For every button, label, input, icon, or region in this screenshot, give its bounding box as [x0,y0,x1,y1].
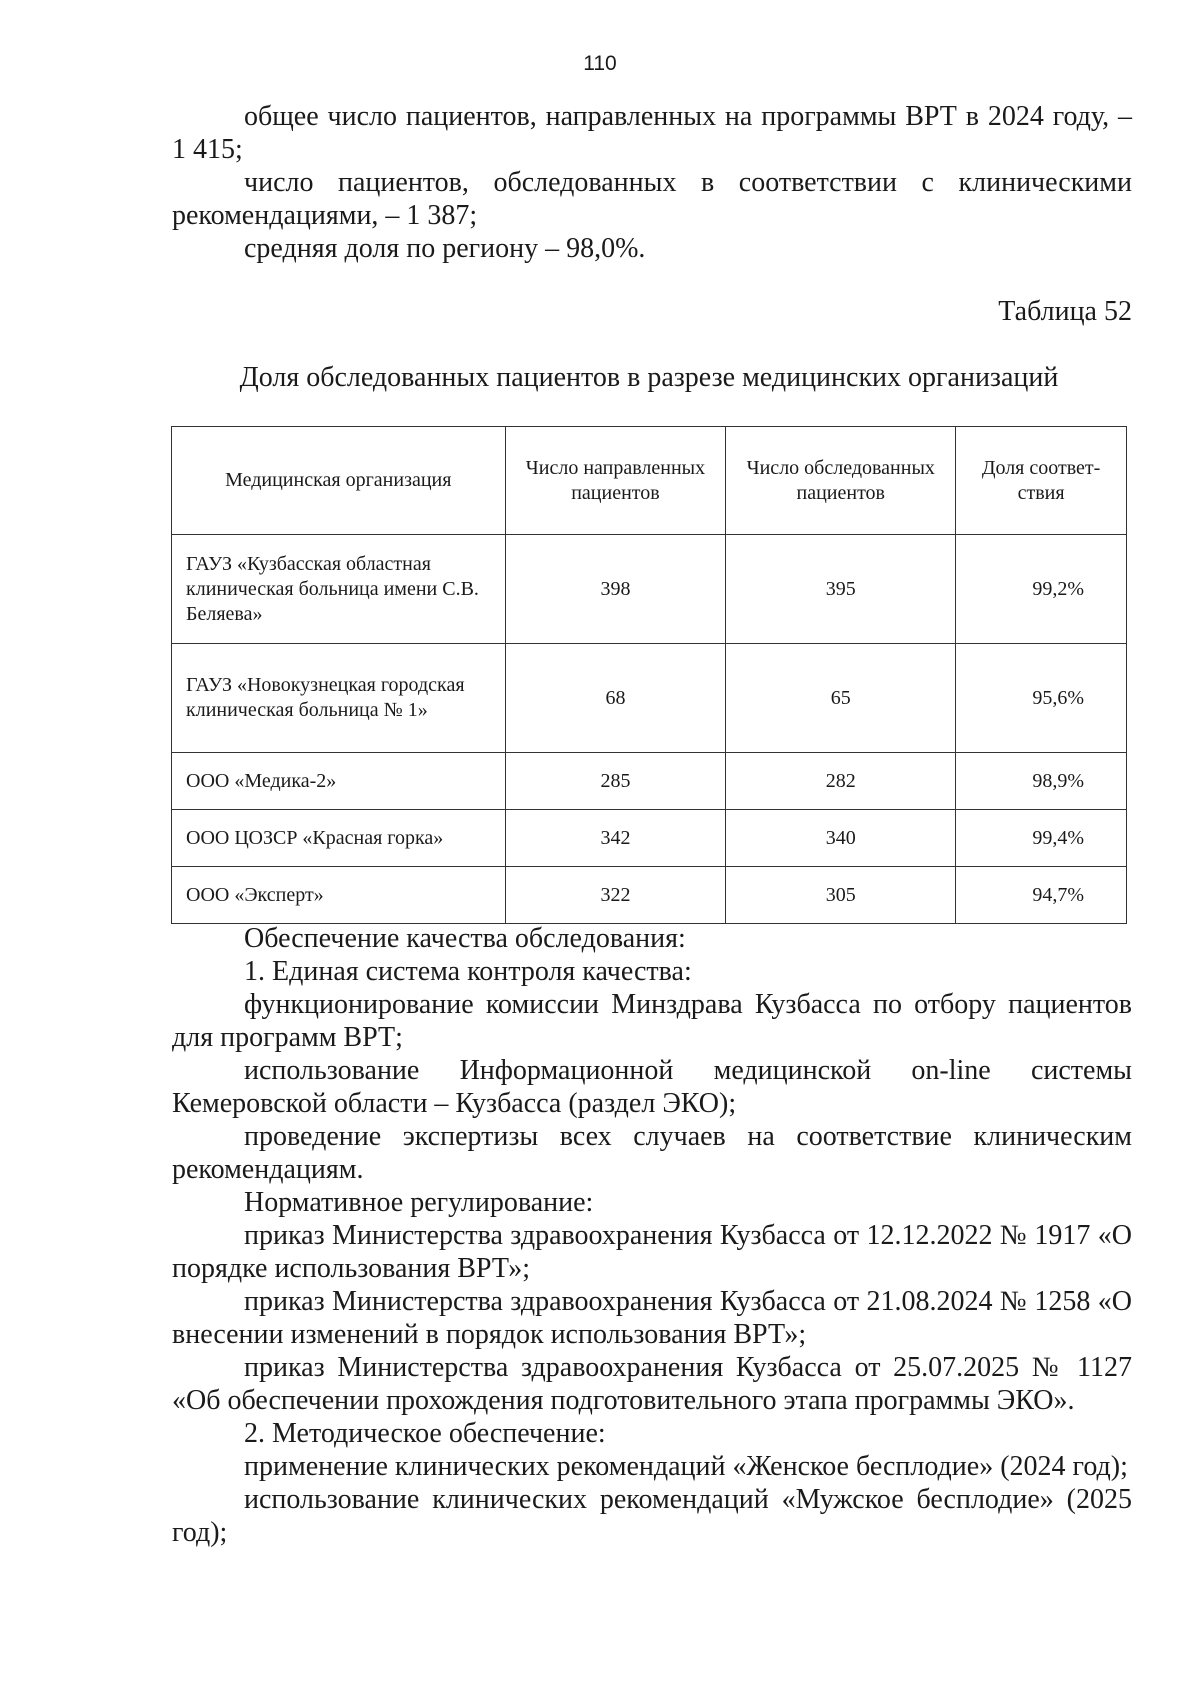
cell-organization: ООО «Медика-2» [172,753,506,810]
cell-organization: ООО ЦОЗСР «Красная горка» [172,810,506,867]
header-organization: Медицинская организация [172,427,506,535]
paragraph: использование клинических рекомендаций «Мужское бесплодие» (2025 год); [172,1484,1132,1548]
cell-referred: 285 [505,753,726,810]
table-row [172,810,1127,867]
paragraph: применение клинических рекомендаций «Женское бесплодие» (2024 год); [244,1451,1128,1482]
paragraph: 2. Методическое обеспечение: [244,1418,606,1449]
paragraph: Обеспечение качества обследования: [244,923,686,954]
intro-text [172,100,1132,265]
cell-referred: 342 [505,810,726,867]
cell-referred: 68 [505,644,726,753]
table-row [172,644,1127,753]
cell-organization: ГАУЗ «Новокузнецкая городская клиническая больница № 1» [172,644,506,753]
paragraph: приказ Министерства здравоохранения Кузбасса от 21.08.2024 № 1258 «О внесении изменений в порядок использования ВРТ»; [172,1286,1132,1350]
header-examined: Число обследованных пациентов [726,427,956,535]
header-share: Доля соответ-ствия [956,427,1127,535]
cell-share: 95,6% [956,644,1127,753]
table-row [172,535,1127,644]
cell-referred: 322 [505,867,726,924]
cell-organization: ООО «Эксперт» [172,867,506,924]
cell-examined: 65 [726,644,956,753]
cell-examined: 282 [726,753,956,810]
paragraph: проведение экспертизы всех случаев на соответствие клиническим рекомендациям. [172,1121,1132,1185]
paragraph: Нормативное регулирование: [244,1187,594,1218]
cell-share: 99,4% [956,810,1127,867]
cell-share: 98,9% [956,753,1127,810]
paragraph: 1. Единая система контроля качества: [244,956,692,987]
header-referred: Число направленных пациентов [505,427,726,535]
paragraph: средняя доля по региону – 98,0%. [244,233,646,264]
paragraph: функционирование комиссии Минздрава Кузбасса по отбору пациентов для программ ВРТ; [172,989,1132,1053]
cell-referred: 398 [505,535,726,644]
cell-share: 99,2% [956,535,1127,644]
paragraph: приказ Министерства здравоохранения Кузбасса от 12.12.2022 № 1917 «О порядке использования ВРТ»; [172,1220,1132,1284]
cell-examined: 340 [726,810,956,867]
paragraph: использование Информационной медицинской on-line системы Кемеровской области – Кузбасса (раздел ЭКО); [172,1055,1132,1119]
body-text [172,922,1132,1549]
table-row [172,753,1127,810]
page-number: 110 [583,52,617,75]
table-caption: Доля обследованных пациентов в разрезе медицинских организаций [239,362,1059,393]
paragraph: общее число пациентов, направленных на программы ВРТ в 2024 году, – 1 415; [172,101,1132,165]
table-row [172,867,1127,924]
cell-examined: 305 [726,867,956,924]
cell-examined: 395 [726,535,956,644]
table-label: Таблица 52 [998,296,1132,327]
paragraph: приказ Министерства здравоохранения Кузбасса от 25.07.2025 № 1127 «Об обеспечении прохождения подготовительного этапа программы ЭКО». [172,1352,1132,1416]
data-table [171,426,1127,924]
cell-organization: ГАУЗ «Кузбасская областная клиническая больница имени С.В. Беляева» [172,535,506,644]
table-header-row [172,427,1127,535]
cell-share: 94,7% [956,867,1127,924]
paragraph: число пациентов, обследованных в соответствии с клиническими рекомендациями, – 1 387; [172,167,1132,231]
